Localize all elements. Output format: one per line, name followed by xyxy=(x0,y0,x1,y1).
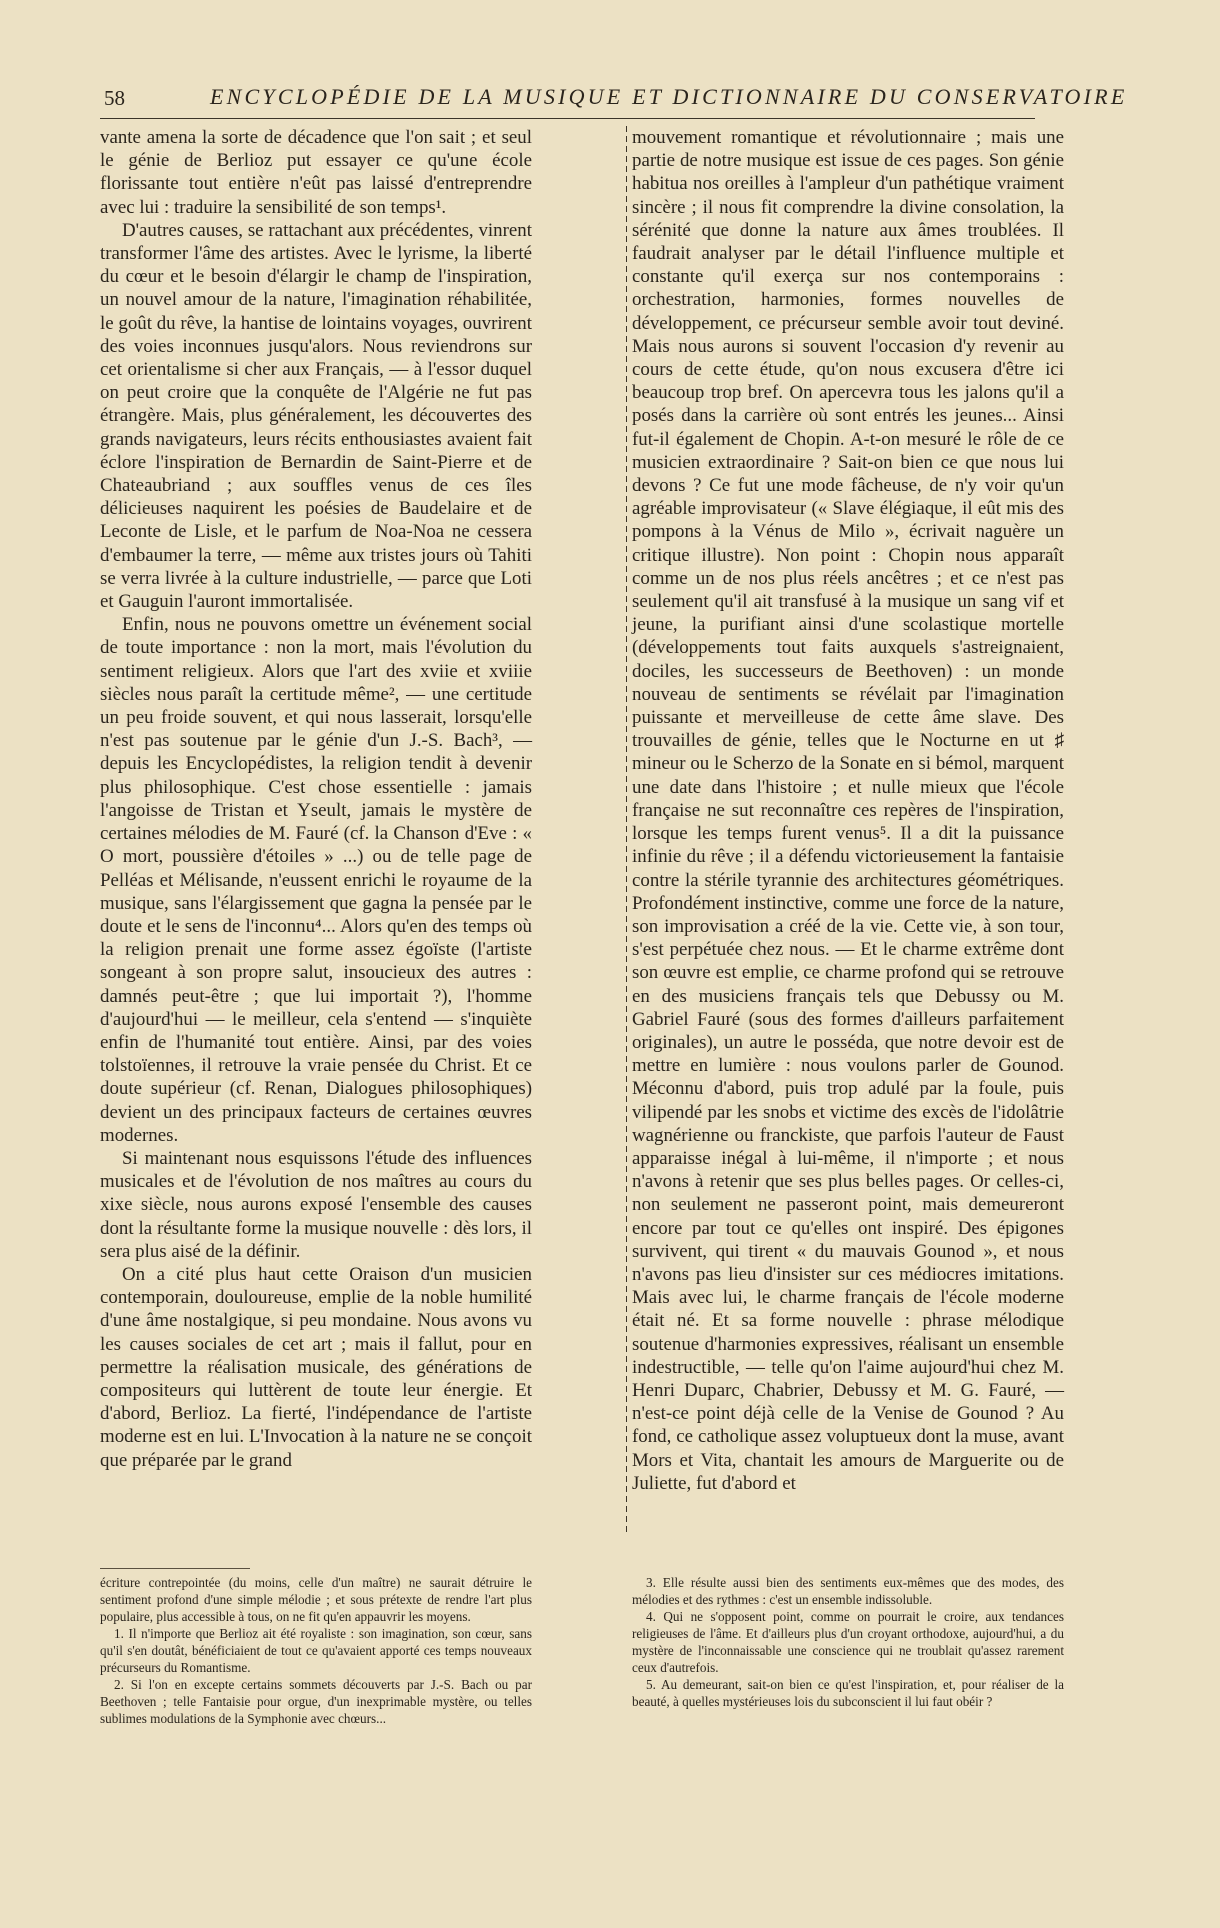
paragraph: mouvement romantique et révolutionnaire ; mais une partie de notre musique est issue de ces pages. Son génie habitua nos oreilles à l'ampleur d'un pathétique vraiment sincère ; il nous fit comprendre la divine consolation, la sérénité que donne la nature aux âmes troublées. Il faudrait analyser par le détail l'influence multiple et constante qu'il exerça sur nos contemporains : orchestration, harmonies, formes nouvelles de développement, ce précurseur semble avoir tout deviné. Mais nous aurons si souvent l'occasion d'y revenir au cours de cette étude, qu'on nous excusera d'être ici beaucoup trop bref. On apercevra tous les jalons qu'il a posés dans la carrière où sont entrés les jeunes... Ainsi fut-il également de Chopin. A-t-on mesuré le rôle de ce musicien extraordinaire ? Sait-on bien ce que nous lui devons ? Ce fut une mode fâcheuse, de n'y voir qu'un agréable improvisateur (« Slave élégiaque, il eût mis des pompons à la Vénus de Milo », écrivait naguère un critique illustre). Non point : Chopin nous apparaît comme un de nos plus réels ancêtres ; et ce n'est pas seulement qu'il ait transfusé à la musique un sang vif et jeune, la purifiant ainsi d'une scolastique mortelle (développements tout faits auxquels s'astreignaient, dociles, les successeurs de Beethoven) : un monde nouveau de sentiments se révélait par l'imagination puissante et merveilleuse de cette âme slave. Des trouvailles de génie, telles que le Nocturne en ut ♯ mineur ou le Scherzo de la Sonate en si bémol, marquent une date dans l'histoire ; et nulle mieux que l'école française ne sut reconnaître ces repères de l'inspiration, lorsque les temps furent venus⁵. Il a dit la puissance infinie du rêve ; il a défendu victorieusement la fantaisie contre la stérile tyrannie des architectures géométriques. Profondément instinctive, comme une force de la nature, son improvisation a créé de la vie. Cette vie, à son tour, s'est perpétuée chez nous. — Et le charme extrême dont son œuvre est emplie, ce charme profond qui se retrouve en des musiciens français tels que Debussy ou M. Gabriel Fauré (sous des formes d'ailleurs parfaitement originales), un autre le posséda, que notre devoir est de mettre en lumière : nous voulons parler de Gounod. Méconnu d'abord, puis trop adulé par la foule, puis vilipendé par les snobs et victime des excès de l'idolâtrie wagnérienne ou franckiste, que parfois l'auteur de Faust apparaisse inégal à lui-même, il n'importe ; et nous n'avons à retenir que ses plus belles pages. Or celles-ci, non seulement ne passeront point, mais demeureront encore par tout ce qu'elles ont inspiré. Des épigones survivent, qui tirent « du mauvais Gounod », et nous n'avons pas lieu d'insister sur ces médiocres imitations. Mais avec lui, le charme français de l'école moderne était né. Et sa forme nouvelle : phrase mélodique soutenue d'harmonies expressives, réalisant un ensemble indestructible, — telle qu'on l'aime aujourd'hui chez M. Henri Duparc, Chabrier, Debussy et M. G. Fauré, — n'est-ce point déjà celle de la Venise de Gounod ? Au fond, ce catholique assez voluptueux dont la muse, avant Mors et Vita, chantait les amours de Marguerite ou de Juliette, fut d'abord et xyxy=(632,127,1064,1494)
footnote: 2. Si l'on en excepte certains sommets découverts par J.-S. Bach ou par Beethoven ; telle Fantaisie pour orgue, d'un inexprimable mystère, ou telles sublimes modulations de la Symphonie avec chœurs... xyxy=(100,1677,532,1726)
paragraph: Si maintenant nous esquissons l'étude des influences musicales et de l'évolution de nos maîtres au cours du xixe siècle, nous aurons exposé l'ensemble des causes dont la résultante forme la musique nouvelle : dès lors, il sera plus aisé de la définir. xyxy=(100,1147,532,1262)
footnotes-right xyxy=(632,1574,1064,1710)
running-title: ENCYCLOPÉDIE DE LA MUSIQUE ET DICTIONNAIRE DU CONSERVATOIRE xyxy=(210,84,1128,109)
footnote: 5. Au demeurant, sait-on bien ce qu'est l'inspiration, et, pour réaliser de la beauté, à quelles mystérieuses lois du subconscient il lui faut obéir ? xyxy=(632,1677,1064,1709)
footnote: écriture contrepointée (du moins, celle d'un maître) ne saurait détruire le sentiment profond d'une simple mélodie ; et sous prétexte de rendre l'art plus populaire, plus accessible à tous, on ne fit qu'en appauvrir les moyens. xyxy=(100,1575,532,1624)
footnote: 1. Il n'importe que Berlioz ait été royaliste : son imagination, son cœur, sans qu'il s'en doutât, bénéficiaient de tout ce qu'avaient apporté ces temps nouveaux précurseurs du Romantisme. xyxy=(100,1626,532,1675)
column-divider xyxy=(626,126,627,1536)
footnote-rule xyxy=(100,1568,250,1569)
footnote: 3. Elle résulte aussi bien des sentiments eux-mêmes que des modes, des mélodies et des rythmes : c'est un ensemble indissoluble. xyxy=(632,1575,1064,1607)
right-column xyxy=(632,126,1064,1495)
footnotes-left xyxy=(100,1574,532,1727)
paragraph: On a cité plus haut cette Oraison d'un musicien contemporain, douloureuse, emplie de la noble humilité d'une âme nostalgique, si peu mondaine. Nous avons vu les causes sociales de cet art ; mais il fallut, pour en permettre la réalisation musicale, des générations de compositeurs qui luttèrent de toute leur énergie. Et d'abord, Berlioz. La fierté, l'indépendance de l'artiste moderne est en lui. L'Invocation à la nature ne se conçoit que préparée par le grand xyxy=(100,1263,532,1471)
left-column xyxy=(100,126,532,1472)
page-number: 58 xyxy=(104,86,125,110)
paragraph: Enfin, nous ne pouvons omettre un événement social de toute importance : non la mort, mais l'évolution du sentiment religieux. Alors que l'art des xviie et xviiie siècles nous paraît la certitude même², — une certitude un peu froide souvent, et qui nous lasserait, lorsqu'elle n'est pas soutenue par le génie d'un J.-S. Bach³, — depuis les Encyclopédistes, la religion tendit à devenir plus philosophique. C'est chose essentielle : jamais l'angoisse de Tristan et Yseult, jamais le mystère de certaines mélodies de M. Fauré (cf. la Chanson d'Eve : « O mort, poussière d'étoiles » ...) ou de telle page de Pelléas et Mélisande, n'eussent enrichi le royaume de la musique, sans l'élargissement que gagna la pensée par le doute et le sens de l'inconnu⁴... Alors qu'en des temps où la religion prenait une forme assez égoïste (l'artiste songeant à son propre salut, insoucieux des autres : damnés peut-être ; que lui importait ?), l'homme d'aujourd'hui — le meilleur, cela s'entend — s'inquiète enfin de l'humanité tout entière. Ainsi, par des voies tolstoïennes, il retrouve la vraie pensée du Christ. Et ce doute supérieur (cf. Renan, Dialogues philosophiques) devient un des principaux facteurs de certaines œuvres modernes. xyxy=(100,614,532,1146)
paragraph: D'autres causes, se rattachant aux précédentes, vinrent transformer l'âme des artistes. Avec le lyrisme, la liberté du cœur et le besoin d'élargir le champ de l'inspiration, un nouvel amour de la nature, l'imagination réhabilitée, le goût du rêve, la hantise de lointains voyages, ouvrirent des voies inconnues jusqu'alors. Nous reviendrons sur cet orientalisme si cher aux Français, — à l'essor duquel on peut croire que la conquête de l'Algérie ne fut pas étrangère. Mais, plus généralement, les découvertes des grands navigateurs, leurs récits enthousiastes avaient fait éclore l'inspiration de Bernardin de Saint-Pierre et de Chateaubriand ; aux souffles venus de ces îles délicieuses naquirent les poésies de Baudelaire et de Leconte de Lisle, et le parfum de Noa-Noa ne cessera d'embaumer la terre, — même aux tristes jours où Tahiti se verra livrée à la culture industrielle, — parce que Loti et Gauguin l'auront immortalisée. xyxy=(100,219,532,613)
footnote: 4. Qui ne s'opposent point, comme on pourrait le croire, aux tendances religieuses de l'âme. Et d'ailleurs plus d'un croyant orthodoxe, aujourd'hui, a du mystère de l'inconnaissable une conscience qui ne troublait qu'assez rarement ceux d'autrefois. xyxy=(632,1609,1064,1675)
paragraph: vante amena la sorte de décadence que l'on sait ; et seul le génie de Berlioz put essayer ce qu'une école florissante tout entière n'eût pas laissé d'entreprendre avec lui : traduire la sensibilité de son temps¹. xyxy=(100,127,532,218)
page-header xyxy=(100,84,1128,119)
